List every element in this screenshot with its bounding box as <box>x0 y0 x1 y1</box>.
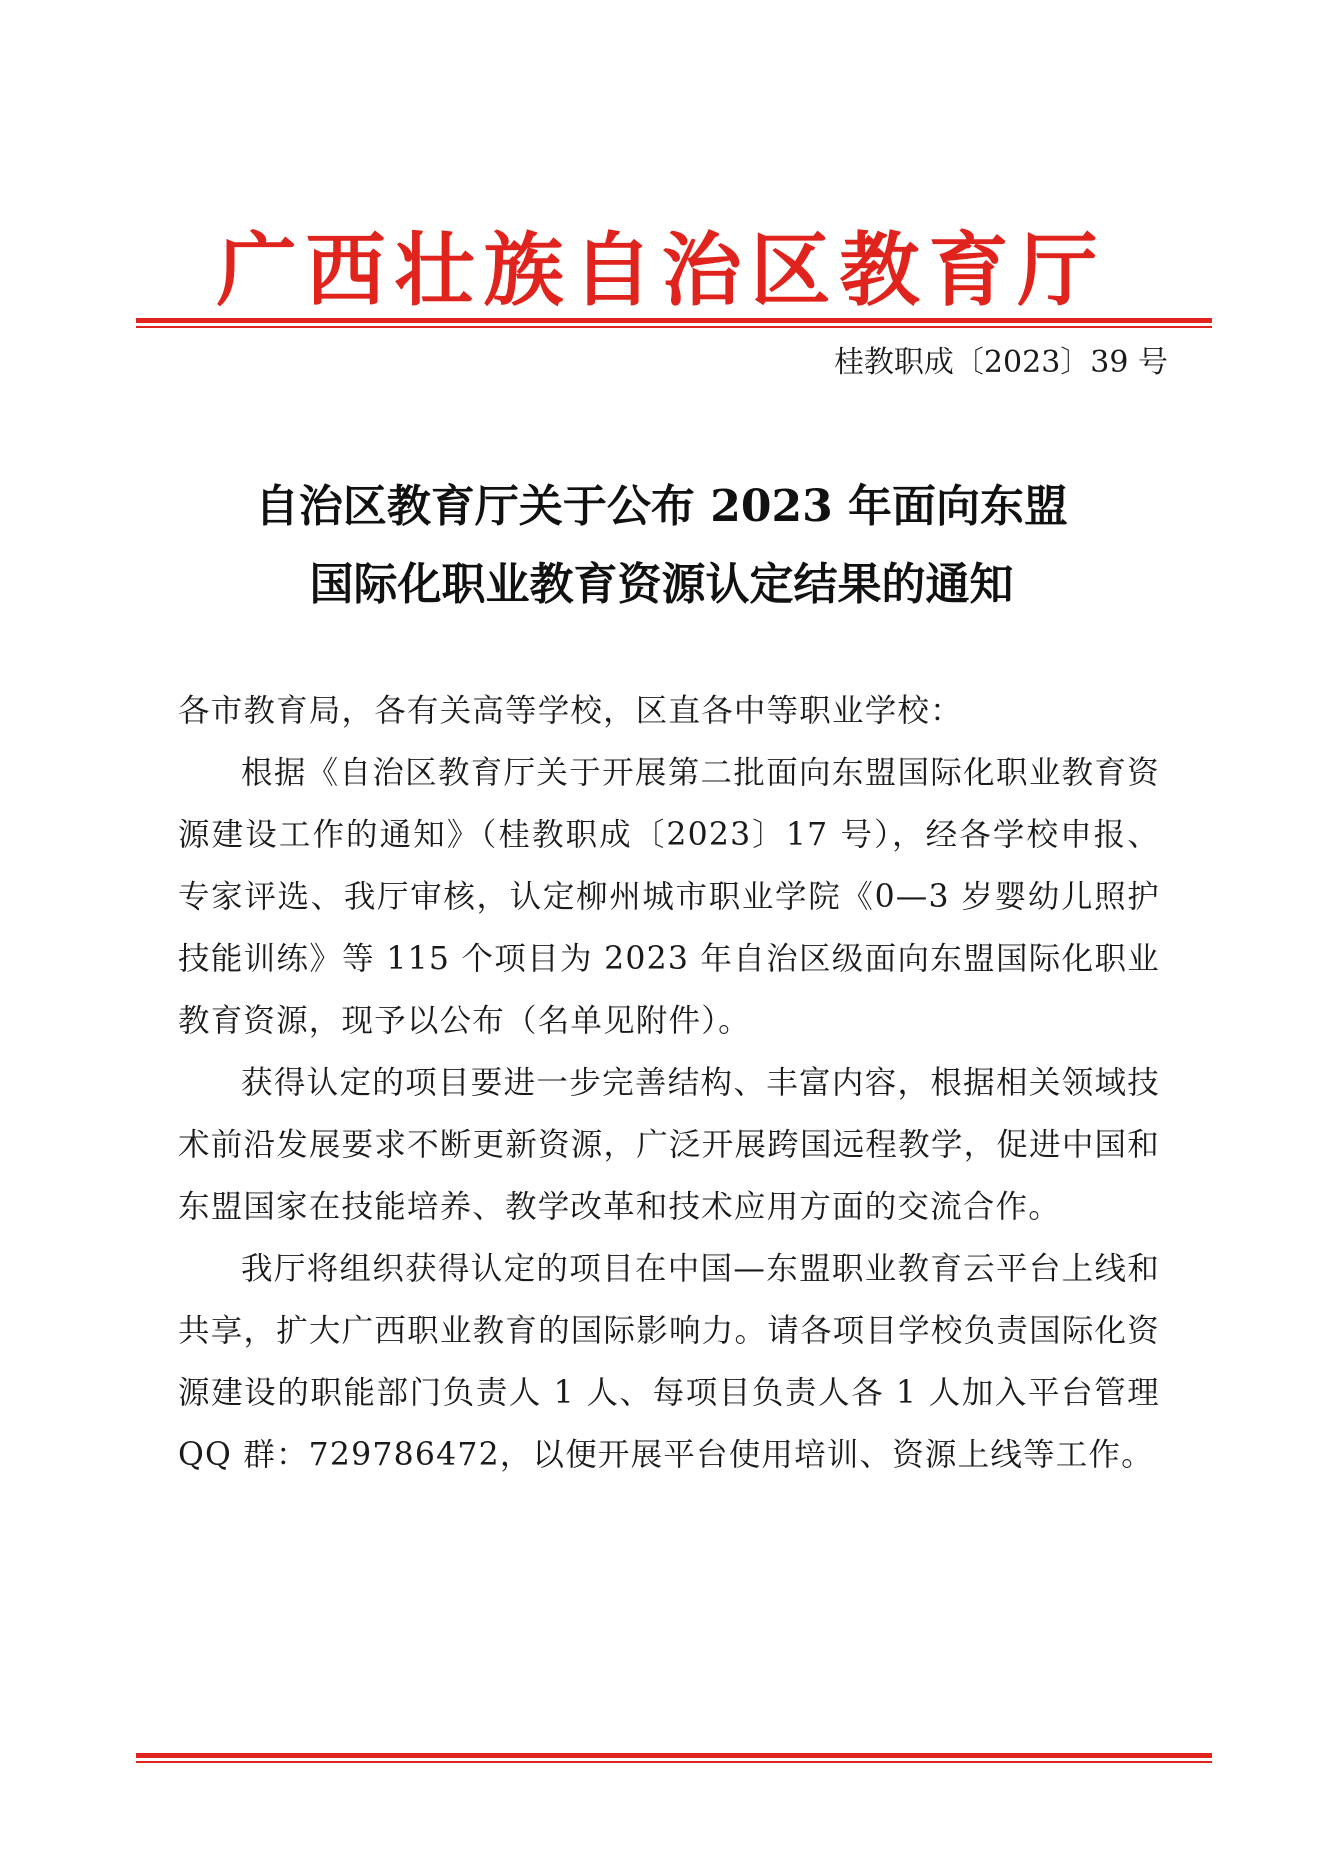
body-paragraph-1: 根据《自治区教育厅关于开展第二批面向东盟国际化职业教育资源建设工作的通知》（桂教职成〔2023〕17 号），经各学校申报、专家评选、我厅审核，认定柳州城市职业学院《0—3 岁婴幼儿照护技能训练》等 115 个项目为 2023 年自治区级面向东盟国际化职业教育资源，现予以公布（名单见附件）。 <box>178 755 1160 1039</box>
footer-red-rule-thin <box>136 1761 1212 1763</box>
header-red-rule-thick <box>136 318 1212 323</box>
footer-red-rule-thick <box>136 1753 1212 1758</box>
salutation: 各市教育局，各有关高等学校，区直各中等职业学校： <box>178 693 963 729</box>
issuer-header: 广西壮族自治区教育厅 <box>216 223 1107 317</box>
body-paragraph-3: 我厅将组织获得认定的项目在中国—东盟职业教育云平台上线和共享，扩大广西职业教育的国际影响力。请各项目学校负责国际化资源建设的职能部门负责人 1 人、每项目负责人各 1 人加入平台管理 QQ 群：729786472，以便开展平台使用培训、资源上线等工作。 <box>178 1251 1160 1473</box>
document-number: 桂教职成〔2023〕39 号 <box>833 345 1168 380</box>
header-red-rule-thin <box>136 326 1212 328</box>
document-title <box>0 468 1323 624</box>
document-body <box>178 680 1160 1486</box>
body-paragraph-2: 获得认定的项目要进一步完善结构、丰富内容，根据相关领域技术前沿发展要求不断更新资源，广泛开展跨国远程教学，促进中国和东盟国家在技能培养、教学改革和技术应用方面的交流合作。 <box>178 1065 1160 1225</box>
document-title-line-2: 国际化职业教育资源认定结果的通知 <box>309 559 1014 610</box>
document-title-line-1: 自治区教育厅关于公布 2023 年面向东盟 <box>254 481 1069 532</box>
